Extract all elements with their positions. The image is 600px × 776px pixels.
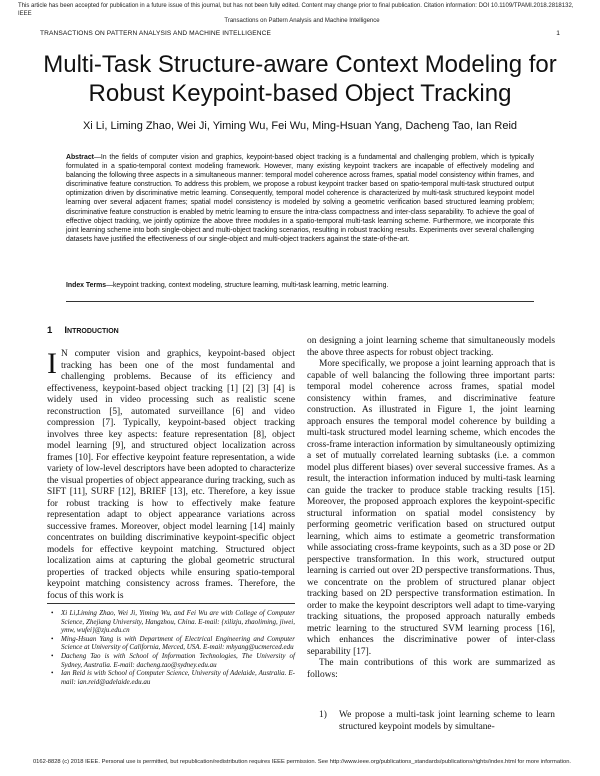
section-number: 1: [47, 325, 53, 336]
intro-paragraph-text: N computer vision and graphics, keypoint-based object tracking has been one of the most fundamental and challenging problems. Because of its efficiency and effectiveness, keypoint-based object tracking [1] [2] [3] [4] is widely used in video processing such as realistic scene reconstruction [5], automated surveillance [6] and video compression [7]. Typically, keypoint-based object tracking involves three key aspects: feature representation [8], object model learning [9], and structured object localization across frames [10]. For effective keypoint feature representation, a wide variety of low-level descriptors have been adopted to characterize the visual properties of object appearance during tracking, such as SIFT [11], SURF [12], BRIEF [13], etc. Therefore, a key issue for robust tracking is how to effectively make feature representation adapt to object appearance variations across successive frames. Moreover, object model learning [14] mainly concentrates on building discriminative keypoint-specific object models for effective keypoint matching. Structured object localization aims at capturing the global geometric structural properties of tracked objects while ensuring spatio-temporal keypoint matching consistency across frames. Therefore, the focus of this work is: [47, 349, 295, 601]
journal-name: TRANSACTIONS ON PATTERN ANALYSIS AND MACHINE INTELLIGENCE: [40, 30, 272, 37]
running-header: [40, 30, 560, 37]
paper-title: Multi-Task Structure-aware Context Modeling for Robust Keypoint-based Object Tracking: [43, 51, 557, 107]
author-footnotes: [47, 609, 295, 686]
right-paragraph-1: on designing a joint learning scheme that simultaneously models the above three aspects for robust object tracking.: [307, 336, 555, 358]
abstract-text: —In the fields of computer vision and graphics, keypoint-based object tracking is a fundamental and challenging problem, which is typically formulated in a spatio-temporal context modeling framework. However, many existing keypoint trackers are incapable of effectively modeling and balancing the following three aspects in a simultaneous manner: temporal model coherence across frames, spatial model consistency within frames, and discriminative feature construction. To address this problem, we propose a robust keypoint tracker based on spatio-temporal multi-task structured output optimization driven by discriminative metric learning. Consequently, temporal model coherence is characterized by multi-task structured keypoint model learning over several adjacent frames; spatial model consistency is modeled by solving a geometric verification based structured learning problem; discriminative feature construction is enabled by metric learning to ensure the intra-class compactness and inter-class separability. To achieve the goal of effective object tracking, we jointly optimize the above three modules in a spatio-temporal multi-task learning scheme. Furthermore, we incorporate this joint learning scheme into both single-object and multi-object tracking scenarios, resulting in robust tracking results. Experiments over several challenging datasets have justified the effectiveness of our single-object and multi-object trackers against the state-of-the-art.: [66, 154, 534, 243]
publication-notice-line1: This article has been accepted for publication in a future issue of this journal, but has not been fully edited. Content may change prior to final publication. Citation information: DOI 10.1109/TPAMI.2018.2818132, IEEE: [18, 3, 574, 17]
list-item-text: We propose a multi-task joint learning scheme to learn structured keypoint models by simultane-: [339, 710, 555, 732]
publication-notice: [18, 3, 586, 26]
publication-notice-line2: Transactions on Pattern Analysis and Machine Intelligence: [224, 18, 380, 24]
page-number: 1: [556, 30, 560, 37]
author-list: Xi Li, Liming Zhao, Wei Ji, Yiming Wu, Fei Wu, Ming-Hsuan Yang, Dacheng Tao, Ian Reid: [82, 120, 518, 132]
abstract-label: Abstract: [66, 154, 94, 161]
footnote-item: • Dacheng Tao is with School of Information Technologies, The University of Sydney, Australia. E-mail: dacheng.tao@sydney.edu.au: [47, 652, 295, 669]
right-column: [307, 336, 555, 681]
abstract: [66, 153, 534, 244]
contribution-list-item: [319, 710, 555, 733]
right-paragraph-2: More specifically, we propose a joint learning approach that is capable of well balancing the following three important parts: temporal model coherence across frames, spatial model consistency within frames, and discriminative feature construction. As illustrated in Figure 1, the joint learning approach ensures the temporal model coherence by building a multi-task structured model learning scheme, which encodes the cross-frame interaction information by simultaneously optimizing a set of mutually correlated learning subtasks (i.e. a common model plus different biases) over several successive frames. As a result, the interaction information induced by multi-task learning can guide the tracker to produce stable tracking results [15]. Moreover, the proposed approach explores the keypoint-specific structural information on spatial model consistency by performing geometric verification based on structured output learning, which aims to estimate a geometric transformation while associating cross-frame keypoints, such as a 3D pose or 2D perspective transformation. In this work, structured output learning is carried out over 2D perspective transformations. Thus, we concentrate on the problem of structured planar object tracking based on 2D perspective transformation estimation. In order to make the keypoint descriptors well adapt to time-varying tracking situations, the proposed approach naturally embeds metric learning to the structured SVM learning process [16], which enhances the discriminative power of inter-class separability [17].: [307, 359, 555, 657]
footnote-divider: [47, 603, 295, 604]
header-divider: [66, 301, 534, 302]
footnote-item: • Ming-Hsuan Yang is with Department of Electrical Engineering and Computer Science at University of California, Merced, USA. E-mail: mhyang@ucmerced.edu: [47, 635, 295, 652]
index-terms: [66, 282, 534, 289]
left-column: [47, 349, 295, 602]
footnote-item: • Ian Reid is with School of Computer Science, University of Adelaide, Australia. E-mail: ian.reid@adelaide.edu.au: [47, 669, 295, 686]
section-title: Introduction: [64, 325, 119, 336]
intro-paragraph: [47, 349, 295, 602]
list-item-number: 1): [319, 710, 327, 720]
copyright-footer: 0162-8828 (c) 2018 IEEE. Personal use is permitted, but republication/redistribution requires IEEE permission. See http://www.ieee.org/publications_standards/publications/rights/index.html for more information.: [32, 759, 572, 765]
index-terms-label: Index Terms: [66, 282, 107, 289]
footnote-item: • Xi Li,Liming Zhao, Wei Ji, Yiming Wu, and Fei Wu are with College of Computer Science, Zhejiang University, Hangzhou, China. E-mail: {xilizju, zhaoliming, jiwei, ymw, wufei}@zju.edu.cn: [47, 609, 295, 635]
drop-cap: I: [47, 347, 57, 380]
right-paragraph-3: The main contributions of this work are summarized as follows:: [307, 658, 555, 680]
section-heading: [47, 325, 119, 336]
index-terms-text: —keypoint tracking, context modeling, structure learning, multi-task learning, metric learning.: [106, 282, 389, 289]
